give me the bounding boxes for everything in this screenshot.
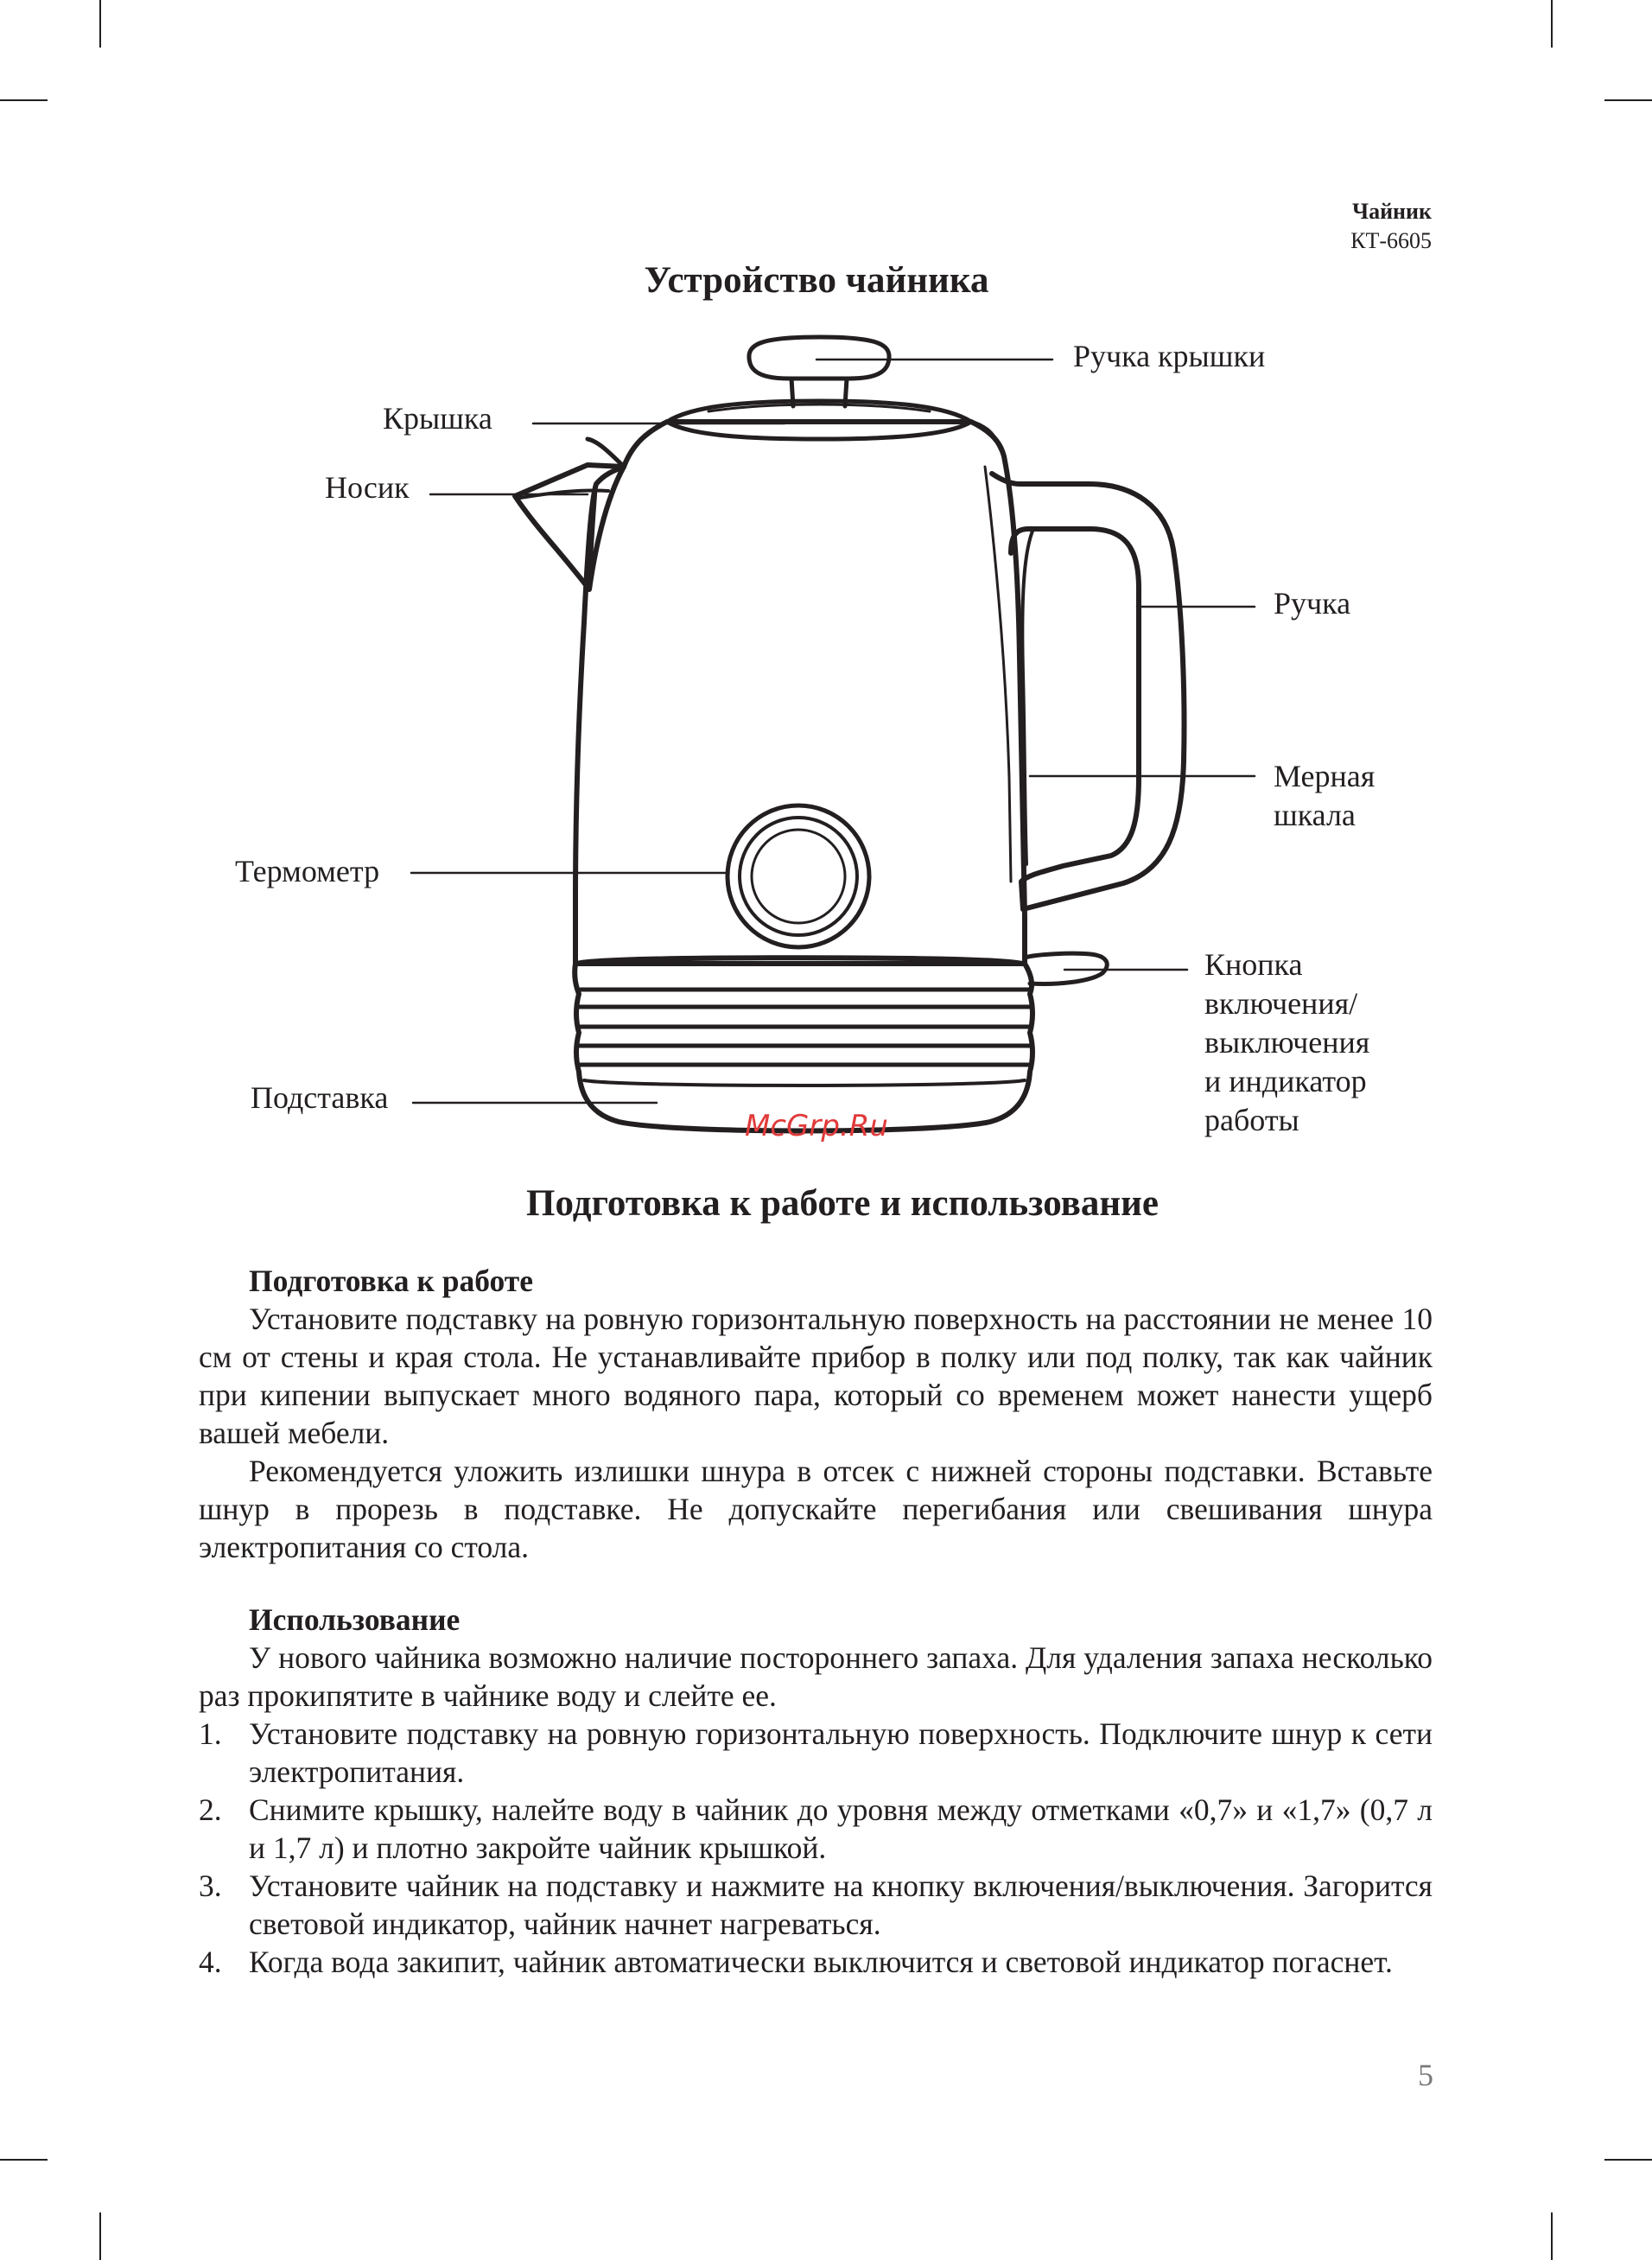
list-item (199, 1943, 1433, 1981)
body-text (199, 1262, 1433, 1981)
thermometer-shape (728, 805, 869, 947)
step-text: Установите чайник на подставку и нажмите на кнопку включения/выключения. Загорится световой индикатор, чайник начнет нагреваться. (249, 1868, 1433, 1941)
prep-paragraph-1: Установите подставку на ровную горизонтальную поверхность на расстоянии не менее 10 см от стены и края стола. Не устанавливайте прибор в полку или под полку, так как чайник при кипении выпускает много водяного пара, который со временем может нанести ущерб вашей мебели. (199, 1302, 1433, 1450)
label-lid: Крышка (383, 401, 492, 436)
label-scale-line1: Мерная (1274, 759, 1376, 793)
step-number: 2. (199, 1792, 222, 1827)
crop-mark (1551, 2212, 1553, 2260)
use-intro: У нового чайника возможно наличие постороннего запаха. Для удаления запаха несколько раз прокипятите в чайнике воду и слейте ее. (199, 1640, 1433, 1713)
body-outline-shape (575, 422, 1025, 964)
label-spout: Носик (325, 470, 410, 505)
label-power-button (1204, 945, 1369, 1140)
step-number: 1. (199, 1716, 222, 1751)
label-lid-knob: Ручка крышки (1073, 339, 1266, 373)
section-title: Подготовка к работе и использование (526, 1183, 1159, 1224)
list-item (199, 1867, 1433, 1943)
list-item (199, 1791, 1433, 1867)
step-text: Установите подставку на ровную горизонтальную поверхность. Подключите шнур к сети электропитания. (249, 1716, 1433, 1789)
step-number: 4. (199, 1945, 222, 1979)
prep-paragraph-2: Рекомендуется уложить излишки шнура в отсек с нижней стороны подставки. Вставьте шнур в прорезь в подставке. Не допускайте перегибания или свешивания шнура электропитания со стола. (199, 1454, 1433, 1564)
label-button-line3: выключения (1204, 1025, 1370, 1060)
label-button-line5: работы (1204, 1103, 1299, 1137)
diagram-title: Устройство чайника (644, 260, 989, 301)
crop-mark (0, 2159, 48, 2161)
label-button-line4: и индикатор (1204, 1064, 1367, 1098)
lid-knob-shape (749, 337, 889, 406)
step-text: Когда вода закипит, чайник автоматически выключится и световой индикатор погаснет. (249, 1945, 1393, 1979)
list-item (199, 1715, 1433, 1791)
label-base: Подставка (251, 1080, 389, 1115)
prep-heading: Подготовка к работе (249, 1264, 533, 1298)
crop-mark (99, 2212, 101, 2260)
label-button-line2: включения/ (1204, 986, 1358, 1021)
step-number: 3. (199, 1868, 222, 1903)
steps-list (199, 1715, 1433, 1981)
use-heading: Использование (249, 1602, 461, 1637)
step-text: Снимите крышку, налейте воду в чайник до уровня между отметками «0,7» и «1,7» (0,7 л и 1,7 л) и плотно закройте чайник крышкой. (249, 1792, 1433, 1865)
page-number: 5 (1418, 2058, 1433, 2092)
label-button-line1: Кнопка (1204, 947, 1303, 982)
spout-shape (515, 465, 624, 589)
crop-mark (1604, 2159, 1652, 2161)
watermark: McGrp.Ru (745, 1109, 888, 1143)
header-model: КТ-6605 (1350, 228, 1432, 253)
label-thermometer: Термометр (235, 854, 380, 888)
label-scale-line2: шкала (1274, 798, 1356, 832)
base-shape (575, 958, 1032, 1130)
header-product: Чайник (1351, 199, 1432, 224)
label-handle: Ручка (1274, 586, 1351, 621)
label-scale (1274, 757, 1375, 835)
